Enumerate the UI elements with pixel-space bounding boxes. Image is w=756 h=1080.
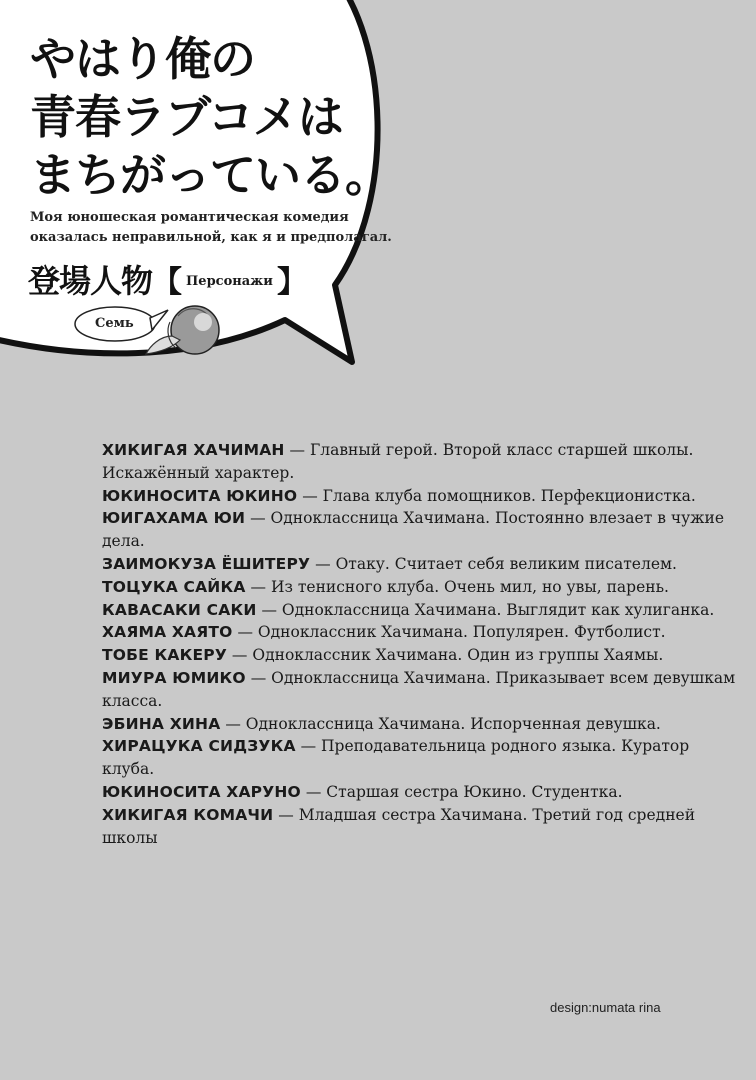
character-description: Глава клуба помощников. Перфекционистка.: [322, 486, 696, 505]
cast-entry: [102, 713, 742, 736]
character-name: ХАЯМА ХАЯТО: [102, 623, 233, 642]
dash: —: [300, 737, 317, 756]
cast-entry: [102, 485, 742, 508]
dash: —: [237, 623, 253, 642]
cast-entry: [102, 644, 742, 667]
characters-heading-ru: Персонажи: [186, 273, 273, 289]
character-description: Одноклассник Хачимана. Популярен. Футболист.: [257, 623, 666, 642]
subtitle-line-1: Моя юношеская романтическая комедия: [30, 210, 349, 225]
cast-entry: [102, 439, 742, 485]
character-name: ТОБЕ КАКЕРУ: [102, 646, 227, 665]
character-name: КАВАСАКИ САКИ: [102, 600, 257, 619]
character-description: Одноклассница Хачимана. Постоянно влезает в чужие дела.: [102, 509, 725, 551]
character-description: Младшая сестра Хачимана. Третий год средней школы: [102, 805, 696, 847]
dash: —: [305, 782, 322, 801]
dash: —: [289, 441, 306, 459]
dash: —: [231, 646, 248, 665]
title-line-3: まちがっている。: [30, 148, 390, 202]
cast-list: [102, 439, 742, 849]
cast-entry: [102, 804, 742, 850]
characters-heading-jp: 登場人物: [28, 262, 153, 300]
design-credit: design:numata rina: [550, 1000, 661, 1015]
character-description: Одноклассница Хачимана. Испорченная девушка.: [245, 714, 661, 733]
character-description: Одноклассница Хачимана. Выглядит как хулиганка.: [281, 600, 715, 619]
character-description: Отаку. Считает себя великим писателем.: [335, 554, 677, 573]
bubble-label: Семь: [95, 316, 134, 331]
character-name: МИУРА ЮМИКО: [102, 668, 246, 687]
character-description: Главный герой. Второй класс старшей школы. Искажённый характер.: [102, 441, 694, 482]
character-name: ТОЦУКА САЙКА: [102, 577, 246, 596]
bracket-close: 】: [276, 265, 307, 300]
character-description: Из тенисного клуба. Очень мил, но увы, парень.: [270, 577, 669, 596]
character-name: ЮКИНОСИТА ХАРУНО: [102, 782, 301, 801]
dash: —: [250, 577, 266, 596]
character-description: Старшая сестра Юкино. Студентка.: [326, 782, 623, 801]
cast-entry: [102, 576, 742, 599]
title-line-2: 青春ラブコメは: [30, 90, 343, 144]
cast-entry: [102, 781, 742, 804]
cast-entry: [102, 621, 742, 644]
title-line-1: やはり俺の: [30, 32, 255, 86]
dash: —: [315, 554, 331, 573]
character-description: Одноклассник Хачимана. Один из группы Хаямы.: [252, 646, 664, 665]
character-description: Одноклассница Хачимана. Приказывает всем девушкам класса.: [102, 668, 736, 710]
dash: —: [302, 486, 318, 505]
page-title: [30, 30, 390, 204]
character-name: ХИКИГАЯ КОМАЧИ: [102, 805, 274, 824]
cast-entry: [102, 667, 742, 713]
dash: —: [261, 600, 277, 619]
character-description: Преподавательница родного языка. Куратор клуба.: [102, 737, 690, 779]
dash: —: [225, 714, 241, 733]
character-name: ЗАИМОКУЗА ЁШИТЕРУ: [102, 554, 311, 573]
subtitle: [30, 208, 392, 248]
dash: —: [250, 509, 266, 528]
character-name: ЭБИНА ХИНА: [102, 714, 221, 733]
cast-entry: [102, 735, 742, 781]
cast-entry: [102, 599, 742, 622]
character-name: ЮКИНОСИТА ЮКИНО: [102, 486, 298, 505]
bracket-open: 【: [152, 265, 183, 300]
character-name: ЮИГАХАМА ЮИ: [102, 509, 246, 528]
subtitle-line-2: оказалась неправильной, как я и предполагал.: [30, 230, 392, 245]
character-name: ХИРАЦУКА СИДЗУКА: [102, 737, 296, 756]
characters-heading: [28, 256, 307, 302]
cast-entry: [102, 553, 742, 576]
dash: —: [278, 805, 294, 824]
cast-entry: [102, 507, 742, 553]
dash: —: [250, 668, 267, 687]
character-name: ХИКИГАЯ ХАЧИМАН: [102, 441, 285, 459]
